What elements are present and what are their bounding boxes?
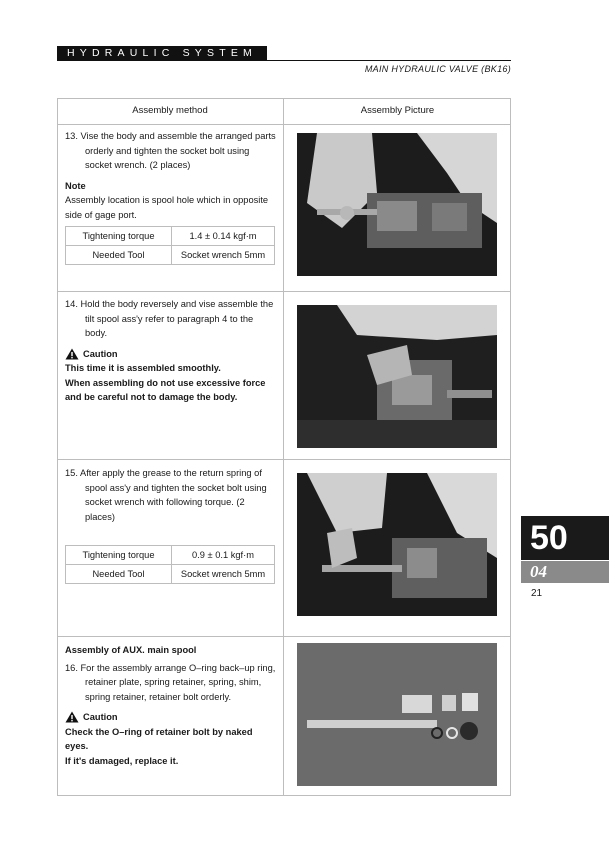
step-15-photo — [297, 473, 497, 616]
torque-label: Tightening torque — [66, 546, 172, 565]
step-13-text — [65, 129, 277, 222]
caution-line: When assembling do not use excessive force and be careful not to damage the body. — [65, 377, 266, 402]
spec-row-tool — [66, 246, 275, 265]
step-16-text — [65, 643, 277, 768]
caution-line: This time it is assembled smoothly. — [65, 363, 221, 373]
caution-title — [65, 347, 277, 362]
tool-label: Needed Tool — [66, 246, 172, 265]
step-13-photo — [297, 133, 497, 276]
warning-icon — [65, 711, 79, 723]
section-tab: 04 — [521, 561, 609, 583]
section-banner: HYDRAULIC SYSTEM — [57, 46, 267, 61]
header-row-divider — [57, 124, 511, 125]
step-13-spec-table — [65, 226, 275, 265]
step-14-photo — [297, 305, 497, 448]
step-16-instruction: 16. For the assembly arrange O–ring back–up ring, retainer plate, spring retainer, spring, shim, spring retainer, retainer bolt orderly. — [65, 662, 276, 702]
column-header-method: Assembly method — [132, 105, 208, 116]
tool-value: Socket wrench 5mm — [172, 246, 275, 265]
step-15-text — [65, 466, 277, 524]
warning-icon — [65, 348, 79, 360]
caution-label: Caution — [83, 712, 118, 722]
header-rule — [57, 60, 511, 61]
step-16-photo — [297, 643, 497, 786]
page-number: 21 — [531, 588, 543, 599]
caution-line: Check the O–ring of retainer bolt by naked eyes. — [65, 726, 253, 751]
tool-label: Needed Tool — [66, 565, 172, 584]
row-divider — [57, 636, 511, 637]
note-title: Note — [65, 180, 86, 191]
step-15-spec-table — [65, 545, 275, 584]
torque-label: Tightening torque — [66, 227, 172, 246]
caution-label: Caution — [83, 348, 118, 359]
column-header-picture: Assembly Picture — [360, 105, 435, 116]
spec-row-tool — [66, 565, 275, 584]
caution-line: If it's damaged, replace it. — [65, 755, 179, 766]
tool-value: Socket wrench 5mm — [172, 565, 275, 584]
note-text: Assembly location is spool hole which in opposite side of gage port. — [65, 195, 269, 220]
caution-title — [65, 710, 277, 725]
torque-value: 1.4 ± 0.14 kgf·m — [172, 227, 275, 246]
torque-value: 0.9 ± 0.1 kgf·m — [172, 546, 275, 565]
column-divider — [283, 98, 284, 796]
spec-row-torque — [66, 227, 275, 246]
row-divider — [57, 291, 511, 292]
spec-row-torque — [66, 546, 275, 565]
chapter-tab: 50 — [521, 516, 609, 560]
page-subtitle: MAIN HYDRAULIC VALVE (BK16) — [364, 64, 511, 74]
row-divider — [57, 459, 511, 460]
step-14-text — [65, 297, 277, 405]
step-13-instruction: 13. Vise the body and assemble the arranged parts orderly and tighten the socket bolt using socket wrench. (2 places) — [65, 131, 276, 170]
step-15-instruction: 15. After apply the grease to the return spring of spool ass'y and tighten the socket bolt using socket wrench with following torque. (2 places) — [65, 468, 267, 522]
step-14-instruction: 14. Hold the body reversely and vise assemble the tilt spool ass'y refer to paragraph 4 to the body. — [65, 299, 274, 338]
aux-spool-heading: Assembly of AUX. main spool — [65, 645, 197, 655]
